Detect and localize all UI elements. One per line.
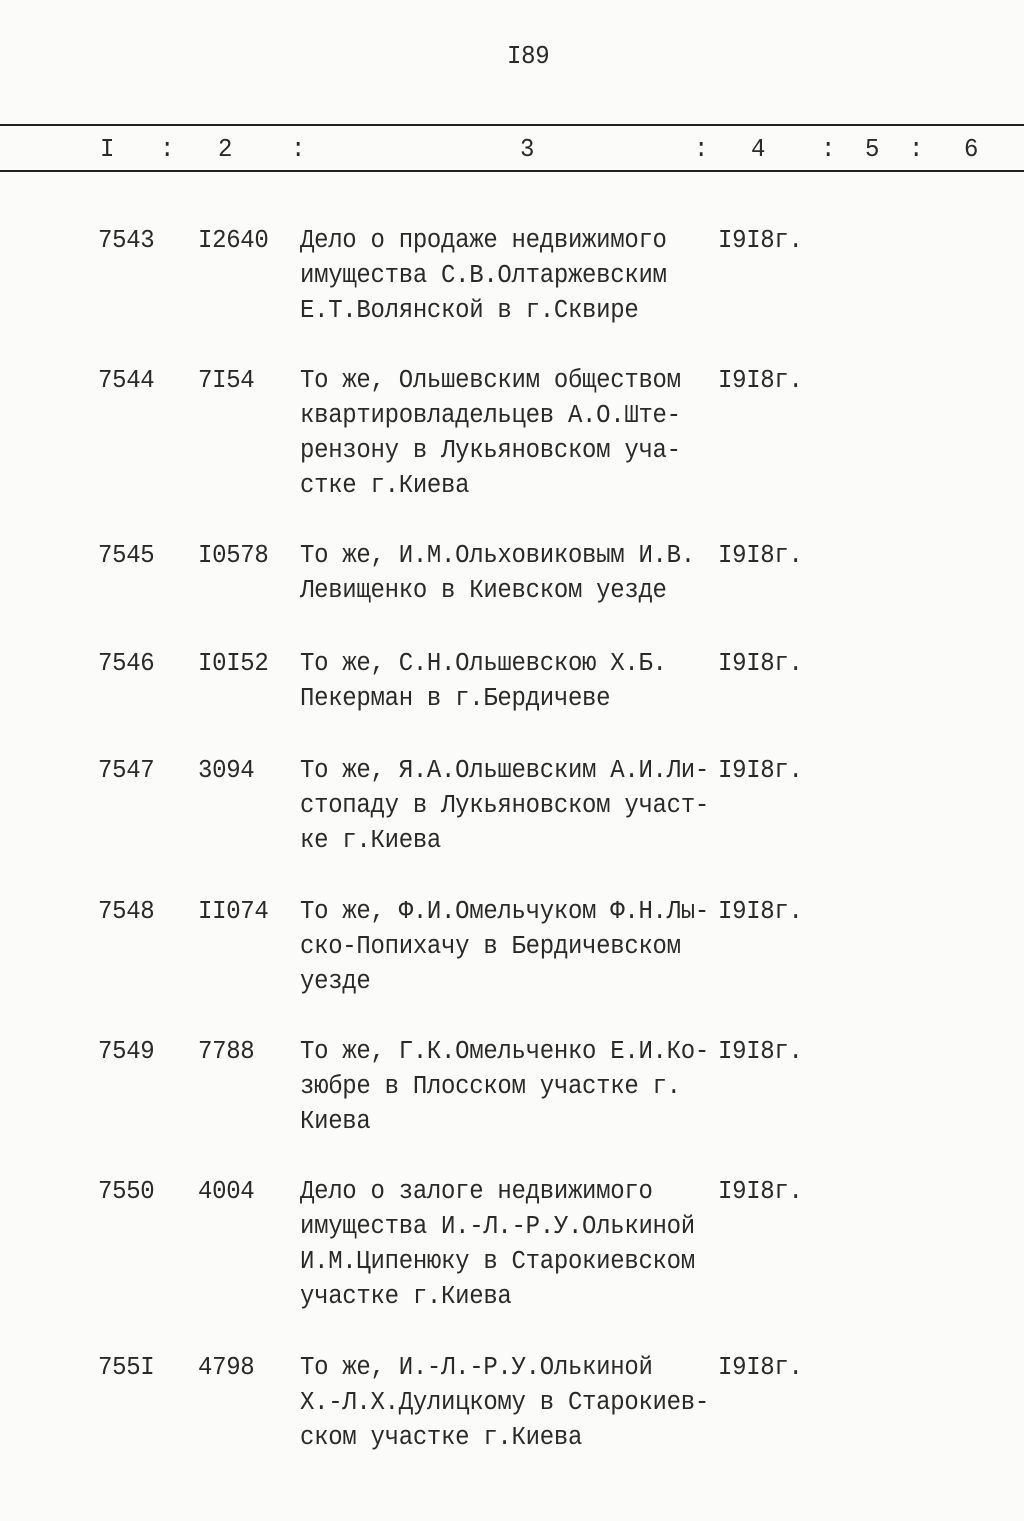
entry-description-line: Пекерман в г.Бердичеве bbox=[300, 684, 611, 714]
column-separator: : bbox=[821, 135, 836, 165]
entry-reference: I0I52 bbox=[198, 649, 269, 679]
entry-reference: 4004 bbox=[198, 1177, 255, 1207]
entry-description-line: То же, Г.К.Омельченко Е.И.Ко- bbox=[300, 1037, 709, 1067]
entry-reference: 7I54 bbox=[198, 366, 255, 396]
entry-description-line: уезде bbox=[300, 967, 371, 997]
page-number: I89 bbox=[507, 42, 550, 72]
entry-reference: 4798 bbox=[198, 1353, 255, 1383]
entry-reference: II074 bbox=[198, 897, 269, 927]
entry-description-line: Е.Т.Волянской в г.Сквире bbox=[300, 296, 639, 326]
entry-description-line: ском участке г.Киева bbox=[300, 1423, 583, 1453]
entry-description-line: зюбре в Плосском участке г. bbox=[300, 1072, 681, 1102]
entry-description-line: Дело о продаже недвижимого bbox=[300, 226, 667, 256]
entry-number: 7550 bbox=[98, 1177, 155, 1207]
entry-description-line: стопаду в Лукьяновском участ- bbox=[300, 791, 709, 821]
column-header-6: 6 bbox=[964, 135, 979, 165]
entry-description-line: То же, Ольшевским обществом bbox=[300, 366, 681, 396]
entry-description-line: Х.-Л.Х.Дулицкому в Старокиев- bbox=[300, 1388, 709, 1418]
column-header-4: 4 bbox=[751, 135, 766, 165]
entry-number: 7549 bbox=[98, 1037, 155, 1067]
entry-description-line: квартировладельцев А.О.Ште- bbox=[300, 401, 681, 431]
entry-number: 7547 bbox=[98, 756, 155, 786]
entry-description-line: И.М.Ципенюку в Старокиевском bbox=[300, 1247, 695, 1277]
column-header-5: 5 bbox=[865, 135, 880, 165]
entry-reference: 7788 bbox=[198, 1037, 255, 1067]
entry-description-line: имущества С.В.Олтаржевским bbox=[300, 261, 667, 291]
entry-year: I9I8г. bbox=[718, 541, 803, 571]
entry-reference: I0578 bbox=[198, 541, 269, 571]
entry-description-line: То же, И.-Л.-Р.У.Олькиной bbox=[300, 1353, 653, 1383]
entry-description-line: То же, И.М.Ольховиковым И.В. bbox=[300, 541, 695, 571]
column-header-2: 2 bbox=[218, 135, 233, 165]
entry-number: 7543 bbox=[98, 226, 155, 256]
entry-description-line: То же, Я.А.Ольшевским А.И.Ли- bbox=[300, 756, 709, 786]
entry-description-line: Дело о залоге недвижимого bbox=[300, 1177, 653, 1207]
entry-description-line: ско-Попихачу в Бердичевском bbox=[300, 932, 681, 962]
entry-year: I9I8г. bbox=[718, 756, 803, 786]
column-header-1: I bbox=[100, 135, 115, 165]
entry-number: 7546 bbox=[98, 649, 155, 679]
column-separator: : bbox=[160, 135, 175, 165]
entry-year: I9I8г. bbox=[718, 1037, 803, 1067]
entry-number: 755I bbox=[98, 1353, 155, 1383]
entry-description-line: Левищенко в Киевском уезде bbox=[300, 576, 667, 606]
column-separator: : bbox=[694, 135, 709, 165]
entry-year: I9I8г. bbox=[718, 649, 803, 679]
entry-description-line: То же, С.Н.Ольшевскою Х.Б. bbox=[300, 649, 667, 679]
entry-description-line: ке г.Киева bbox=[300, 826, 442, 856]
entry-reference: I2640 bbox=[198, 226, 269, 256]
entry-description-line: рензону в Лукьяновском уча- bbox=[300, 436, 681, 466]
entry-number: 7545 bbox=[98, 541, 155, 571]
entry-year: I9I8г. bbox=[718, 226, 803, 256]
entry-description-line: То же, Ф.И.Омельчуком Ф.Н.Лы- bbox=[300, 897, 709, 927]
entry-year: I9I8г. bbox=[718, 366, 803, 396]
entry-number: 7544 bbox=[98, 366, 155, 396]
entry-description-line: Киева bbox=[300, 1107, 371, 1137]
header-bottom-rule bbox=[0, 170, 1024, 172]
column-separator: : bbox=[909, 135, 924, 165]
entry-description-line: стке г.Киева bbox=[300, 471, 470, 501]
entry-reference: 3094 bbox=[198, 756, 255, 786]
entry-description-line: имущества И.-Л.-Р.У.Олькиной bbox=[300, 1212, 695, 1242]
header-top-rule bbox=[0, 124, 1024, 126]
column-separator: : bbox=[291, 135, 306, 165]
entry-year: I9I8г. bbox=[718, 1177, 803, 1207]
entry-year: I9I8г. bbox=[718, 897, 803, 927]
entry-year: I9I8г. bbox=[718, 1353, 803, 1383]
entry-description-line: участке г.Киева bbox=[300, 1282, 512, 1312]
entry-number: 7548 bbox=[98, 897, 155, 927]
column-header-3: 3 bbox=[520, 135, 535, 165]
